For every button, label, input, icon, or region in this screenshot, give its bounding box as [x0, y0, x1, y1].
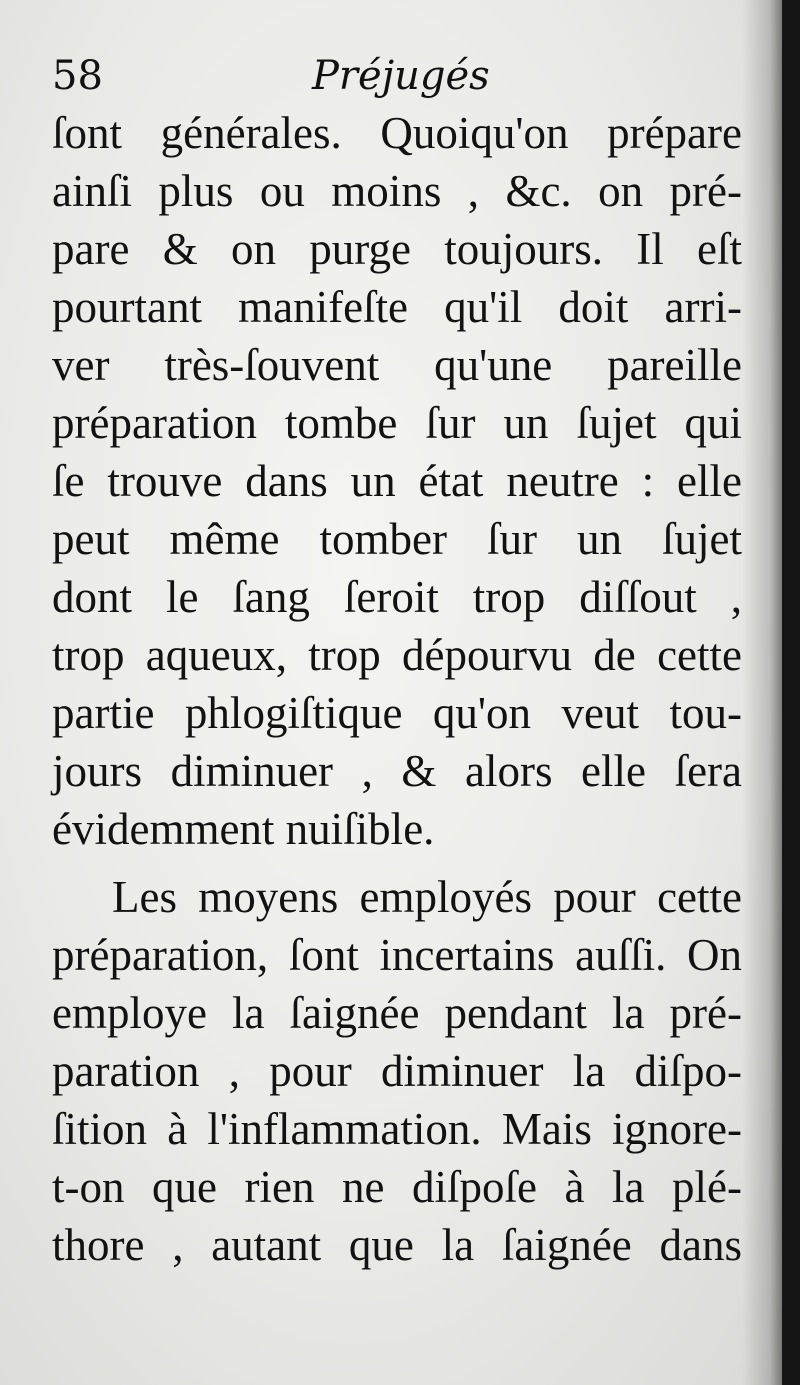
- running-title: Préjugés: [312, 53, 490, 99]
- text-line: ver très-ſouvent qu'une pareille: [52, 340, 742, 390]
- text-line: dont le ſang ſeroit trop diſſout ,: [52, 572, 742, 622]
- text-line: ſition à l'inflammation. Mais ignore-: [52, 1104, 742, 1154]
- text-line: ſont générales. Quoiqu'on prépare: [52, 108, 742, 158]
- text-line: évidemment nuiſible.: [52, 804, 435, 854]
- text-line: pourtant manifeſte qu'il doit arri-: [52, 282, 742, 332]
- text-line: partie phlogiſtique qu'on veut tou-: [52, 688, 742, 738]
- paragraph-2: [52, 868, 742, 1274]
- text-line: pare & on purge toujours. Il eſt: [52, 224, 742, 274]
- paragraph-gap: [52, 858, 742, 868]
- text-line: ſe trouve dans un état neutre : elle: [52, 456, 742, 506]
- text-line: employe la ſaignée pendant la pré-: [52, 988, 742, 1038]
- text-line: paration , pour diminuer la diſpo-: [52, 1046, 742, 1096]
- text-line: t-on que rien ne diſpoſe à la plé-: [52, 1162, 742, 1212]
- gutter-shadow: [742, 0, 782, 1385]
- text-line: préparation tombe ſur un ſujet qui: [52, 398, 742, 448]
- body-text: [52, 104, 742, 1274]
- text-line: ainſi plus ou moins , &c. on pré-: [52, 166, 742, 216]
- page-number: 58: [52, 53, 103, 99]
- paragraph-1: [52, 104, 742, 858]
- running-head: [52, 46, 742, 106]
- text-line: préparation, ſont incertains auſſi. On: [52, 930, 742, 980]
- text-line: trop aqueux, trop dépourvu de cette: [52, 630, 742, 680]
- text-line: jours diminuer , & alors elle ſera: [52, 746, 742, 796]
- text-line: peut même tomber ſur un ſujet: [52, 514, 742, 564]
- text-line: thore , autant que la ſaignée dans: [52, 1220, 742, 1270]
- text-line: Les moyens employés pour cette: [112, 872, 742, 922]
